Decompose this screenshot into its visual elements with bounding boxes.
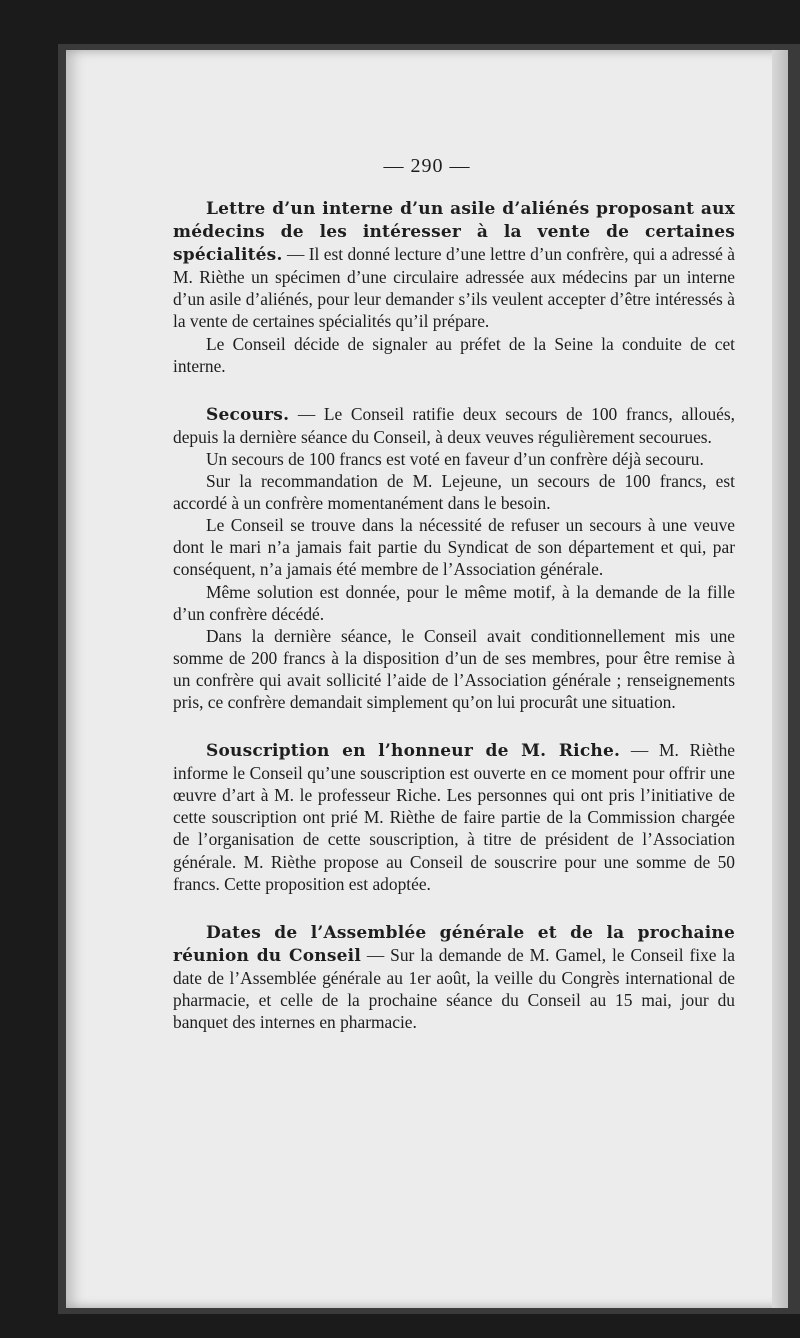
page-number: — 290 — xyxy=(383,155,471,177)
paragraph: Dans la dernière séance, le Conseil avait conditionnellement mis une somme de 200 francs à la disposition d’un de ses membres, pour être remise à un confrère qui avait sollicité l’aide de l’Association générale ; renseignements pris, ce confrère demandait simplement qu’on lui procurât une situation. xyxy=(173,625,735,712)
paragraph: Même solution est donnée, pour le même motif, à la demande de la fille d’un confrère décédé. xyxy=(173,581,735,624)
document-page xyxy=(66,50,788,1308)
section-paragraph xyxy=(173,921,735,1033)
page-body xyxy=(173,197,735,1033)
paragraph: Le Conseil décide de signaler au préfet de la Seine la conduite de cet interne. xyxy=(173,333,735,376)
section-lead: — M. Rièthe informe le Conseil qu’une souscription est ouverte en ce moment pour offrir une œuvre d’art à M. le professeur Riche. Les personnes qui ont pris l’initiative de cette souscription ont prié M. Rièthe de faire partie de la Commission chargée de l’organisation de cette souscription, à titre de président de l’Association générale. M. Rièthe propose au Conseil de souscrire pour une somme de 50 francs. Cette proposition est adoptée. xyxy=(173,740,735,894)
section-lead: — Le Conseil ratifie deux secours de 100 francs, alloués, depuis la dernière séance du Conseil, à deux veuves régulièrement secourues. xyxy=(173,403,735,447)
section-paragraph xyxy=(173,403,735,448)
section-paragraph xyxy=(173,197,735,333)
section-heading: Souscription en l’honneur de M. Riche. xyxy=(206,741,621,762)
paragraph: Le Conseil se trouve dans la nécessité de refuser un secours à une veuve dont le mari n’a jamais fait partie du Syndicat de son département et qui, par conséquent, n’a jamais été membre de l’Association générale. xyxy=(173,515,735,580)
section-heading: Lettre d’un interne d’un asile d’aliénés proposant aux médecins de les intéresser à la vente de certaines spécialités. xyxy=(173,199,735,266)
section-heading: Secours. xyxy=(206,404,290,425)
section-heading: Dates de l’Assemblée générale et de la prochaine réunion du Conseil xyxy=(173,922,735,966)
paragraph: Un secours de 100 francs est voté en faveur d’un confrère déjà secouru. xyxy=(206,448,704,469)
section-lead: — Il est donné lecture d’une lettre d’un confrère, qui a adressé à M. Rièthe un spécimen d’une circulaire adressée aux médecins par un interne d’un asile d’aliénés, pour leur demander s’ils veulent accepter d’être intéressés à la vente de certaines spécialités qu’il prépare. xyxy=(173,244,735,332)
section-paragraph xyxy=(173,739,735,895)
paragraph: Sur la recommandation de M. Lejeune, un secours de 100 francs, est accordé à un confrère momentanément dans le besoin. xyxy=(173,471,735,514)
page-edge xyxy=(772,50,788,1308)
section-lead: — Sur la demande de M. Gamel, le Conseil fixe la date de l’Assemblée générale au 1er août, la veille du Congrès international de pharmacie, et celle de la prochaine séance du Conseil au 15 mai, jour du banquet des internes en pharmacie. xyxy=(173,944,735,1033)
